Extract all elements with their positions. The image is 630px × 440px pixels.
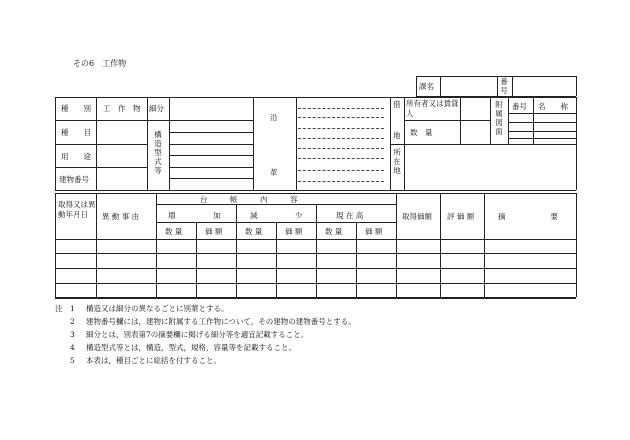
hyoka-label: 評 価 額 (447, 212, 475, 221)
zo-kakaku: 価 額 (205, 227, 223, 236)
enkaku-top-label: 沿 (270, 113, 278, 122)
ido-label: 異 動 事 由 (102, 212, 140, 221)
note-3: 3 細分とは，別表第7の摘要欄に掲げる細分等を適宜記載すること。 (70, 330, 309, 339)
note-4: 4 構造型式等とは，構造，型式，規格，容量等を記載すること。 (70, 343, 296, 352)
shumoku-label: 種 目 (61, 128, 91, 137)
genzai-suryo: 数 量 (325, 227, 343, 236)
shaku-label: 借 (393, 100, 401, 109)
kozo-label: 構造型式等 (154, 130, 162, 175)
ka-label: 課名 (419, 82, 434, 91)
fuzoku-label: 附属図面 (495, 100, 503, 136)
tatemono-label: 建物番号 (59, 175, 89, 184)
bango-label: 番号 (500, 77, 508, 95)
genzai-label: 現 在 高 (336, 211, 364, 220)
zo-label: 増 加 (168, 211, 221, 220)
suryo-label: 数 量 (410, 128, 433, 137)
kosakubutsu-label: 工 作 物 (103, 104, 141, 113)
shutoku-kakaku-label: 取得価額 (402, 212, 432, 221)
gen-suryo: 数 量 (245, 227, 263, 236)
gen-kakaku: 価 額 (285, 227, 303, 236)
chi-label: 地 (393, 131, 401, 140)
fuzoku-bango-label: 番号 (512, 102, 527, 111)
note-2: 2 建物番号欄には，建物に附属する工作物について，その建物の建物番号とする。 (70, 317, 356, 326)
genzai-kakaku: 価 額 (365, 227, 383, 236)
saibun-label: 細分 (149, 104, 164, 113)
gen-label: 減 少 (250, 211, 303, 220)
notes-head: 注 (55, 304, 63, 313)
enkaku-bottom-label: 革 (270, 168, 278, 177)
daicho-label: 台 帳 内 容 (200, 195, 298, 204)
shutoku-label: 取得又は異動年月日 (58, 200, 96, 219)
note-1: 1 構造又は細分の異なるごとに別葉とする。 (70, 304, 229, 313)
note-5: 5 本表は，種目ごとに総括を付すること。 (70, 356, 221, 365)
yoto-label: 用 途 (61, 152, 91, 161)
shozaichi-label: 所在地 (393, 148, 401, 175)
form-title: その6 工作物 (73, 59, 127, 68)
zo-suryo: 数 量 (165, 227, 183, 236)
shubetsu-label: 種 別 (61, 104, 91, 113)
shoyusha-label: 所有者又は賃貸人 (406, 99, 459, 118)
meisho-label: 名 称 (538, 102, 568, 111)
tekiyo-label: 摘 要 (498, 212, 558, 221)
